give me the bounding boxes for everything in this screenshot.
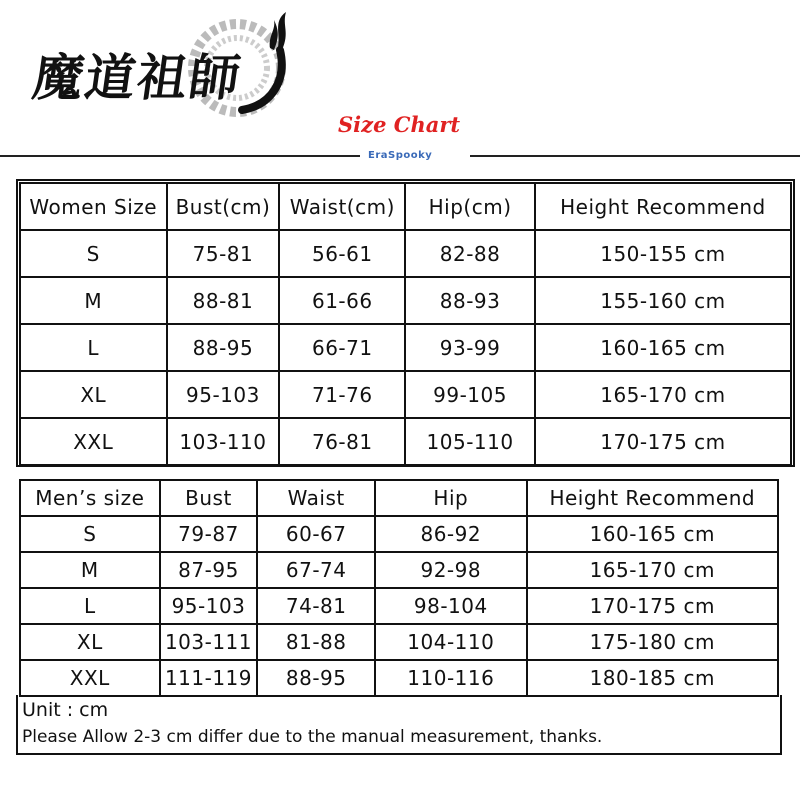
table-cell: 79-87	[160, 516, 258, 552]
table-cell: M	[20, 277, 167, 324]
men-header-size: Men’s size	[20, 480, 160, 516]
table-cell: 76-81	[279, 418, 405, 465]
women-size-table	[19, 182, 792, 466]
women-header-hip: Hip(cm)	[405, 183, 535, 230]
table-cell: 66-71	[279, 324, 405, 371]
logo-text: 魔道祖師	[29, 48, 246, 107]
table-cell: M	[20, 552, 160, 588]
table-cell: S	[20, 230, 167, 277]
men-header-height: Height Recommend	[527, 480, 778, 516]
table-cell: L	[20, 324, 167, 371]
table-cell: 93-99	[405, 324, 535, 371]
table-cell: 88-93	[405, 277, 535, 324]
table-row	[20, 277, 791, 324]
table-cell: 103-111	[160, 624, 258, 660]
women-header-height: Height Recommend	[535, 183, 791, 230]
table-cell: XL	[20, 371, 167, 418]
table-cell: 75-81	[167, 230, 280, 277]
table-cell: 165-170 cm	[535, 371, 791, 418]
table-row	[20, 552, 778, 588]
men-header-row	[20, 480, 778, 516]
table-row	[20, 624, 778, 660]
table-cell: XXL	[20, 660, 160, 696]
brand-badge	[360, 146, 470, 168]
table-cell: 170-175 cm	[527, 588, 778, 624]
table-cell: 88-95	[257, 660, 375, 696]
table-cell: 150-155 cm	[535, 230, 791, 277]
brand-name: EraSpooky	[368, 150, 433, 161]
table-cell: 92-98	[375, 552, 526, 588]
table-row	[20, 324, 791, 371]
table-cell: 98-104	[375, 588, 526, 624]
table-cell: XXL	[20, 418, 167, 465]
table-cell: 56-61	[279, 230, 405, 277]
size-chart-title: Size Chart	[338, 112, 461, 137]
table-cell: 60-67	[257, 516, 375, 552]
table-cell: 99-105	[405, 371, 535, 418]
logo	[22, 4, 322, 122]
men-header-bust: Bust	[160, 480, 258, 516]
table-cell: 160-165 cm	[535, 324, 791, 371]
men-size-table	[19, 479, 779, 697]
table-cell: 111-119	[160, 660, 258, 696]
table-cell: 86-92	[375, 516, 526, 552]
table-row	[20, 230, 791, 277]
women-header-bust: Bust(cm)	[167, 183, 280, 230]
table-row	[20, 588, 778, 624]
women-header-waist: Waist(cm)	[279, 183, 405, 230]
table-cell: 104-110	[375, 624, 526, 660]
table-cell: 95-103	[167, 371, 280, 418]
men-header-hip: Hip	[375, 480, 526, 516]
notes-box	[16, 695, 782, 755]
table-cell: L	[20, 588, 160, 624]
table-cell: S	[20, 516, 160, 552]
table-cell: 180-185 cm	[527, 660, 778, 696]
table-row	[20, 516, 778, 552]
table-cell: 160-165 cm	[527, 516, 778, 552]
table-row	[20, 418, 791, 465]
table-cell: 88-81	[167, 277, 280, 324]
table-cell: 165-170 cm	[527, 552, 778, 588]
table-cell: 103-110	[167, 418, 280, 465]
table-cell: 105-110	[405, 418, 535, 465]
women-header-row	[20, 183, 791, 230]
table-row	[20, 371, 791, 418]
men-header-waist: Waist	[257, 480, 375, 516]
table-cell: 88-95	[167, 324, 280, 371]
table-cell: 87-95	[160, 552, 258, 588]
table-cell: 110-116	[375, 660, 526, 696]
table-cell: 81-88	[257, 624, 375, 660]
table-cell: 170-175 cm	[535, 418, 791, 465]
table-cell: 155-160 cm	[535, 277, 791, 324]
table-row	[20, 660, 778, 696]
measurement-note: Please Allow 2-3 cm differ due to the manual measurement, thanks.	[22, 727, 603, 747]
table-cell: 95-103	[160, 588, 258, 624]
table-cell: XL	[20, 624, 160, 660]
table-cell: 61-66	[279, 277, 405, 324]
unit-note: Unit : cm	[22, 699, 109, 721]
table-cell: 74-81	[257, 588, 375, 624]
table-cell: 82-88	[405, 230, 535, 277]
table-cell: 67-74	[257, 552, 375, 588]
table-cell: 175-180 cm	[527, 624, 778, 660]
women-header-size: Women Size	[20, 183, 167, 230]
table-cell: 71-76	[279, 371, 405, 418]
